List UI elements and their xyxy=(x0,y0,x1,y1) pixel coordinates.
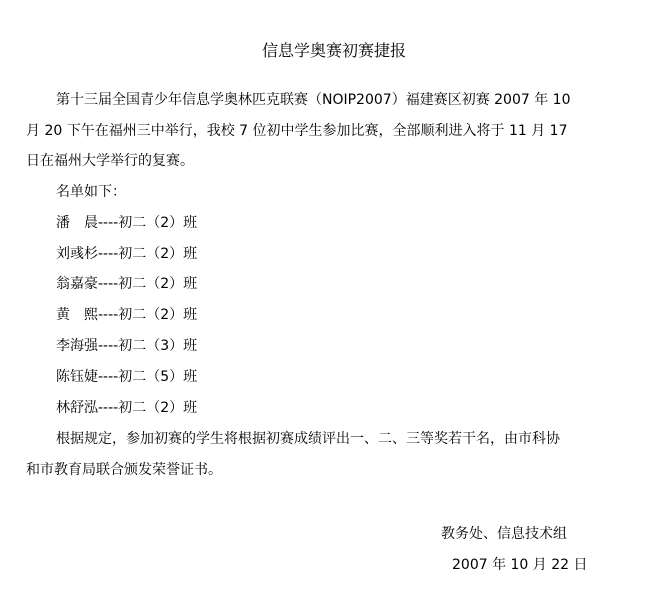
student-item: 潘 晨----初二（2）班 xyxy=(56,215,198,231)
signature-org: 教务处、信息技术组 xyxy=(441,526,567,542)
signature-date: 2007 年 10 月 22 日 xyxy=(452,557,588,573)
document-title: 信息学奥赛初赛捷报 xyxy=(261,41,406,60)
list-heading: 名单如下： xyxy=(56,184,126,200)
intro-line-1: 第十三届全国青少年信息学奥林匹克联赛（NOIP2007）福建赛区初赛 2007 年 10 xyxy=(56,92,571,108)
intro-line-3: 日在福州大学举行的复赛。 xyxy=(26,153,194,169)
student-item: 林舒泓----初二（2）班 xyxy=(56,400,198,416)
closing-line-1: 根据规定，参加初赛的学生将根据初赛成绩评出一、二、三等奖若干名，由市科协 xyxy=(56,431,560,447)
student-item: 黄 熙----初二（2）班 xyxy=(56,307,198,323)
student-item: 李海强----初二（3）班 xyxy=(56,338,198,354)
student-item: 刘彧杉----初二（2）班 xyxy=(56,246,198,262)
student-item: 陈钰婕----初二（5）班 xyxy=(56,369,198,385)
student-item: 翁嘉豪----初二（2）班 xyxy=(56,276,198,292)
closing-line-2: 和市教育局联合颁发荣誉证书。 xyxy=(26,462,222,478)
intro-line-2: 月 20 下午在福州三中举行，我校 7 位初中学生参加比赛，全部顺利进入将于 11 月 17 xyxy=(26,123,568,139)
